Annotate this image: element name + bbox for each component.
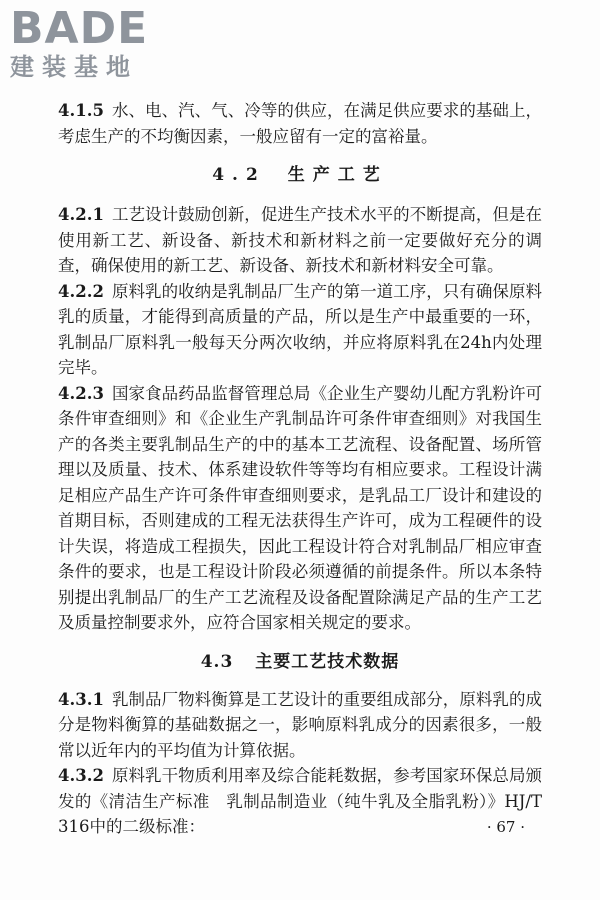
section-heading-4-2: [58, 163, 542, 188]
clause-text: 工艺设计鼓励创新，促进生产技术水平的不断提高，但是在使用新工艺、新设备、新技术和新材料之前一定要做好充分的调查，确保使用的新工艺、新设备、新技术和新材料安全可靠。: [58, 205, 542, 275]
clause-text: 乳制品厂物料衡算是工艺设计的重要组成部分，原料乳的成分是物料衡算的基础数据之一，影响原料乳成分的因素很多，一般常以近年内的平均值为计算依据。: [58, 689, 542, 760]
document-body: [58, 98, 542, 840]
page-number: · 67 ·: [486, 818, 525, 836]
clause-number: 4.3.1: [58, 689, 104, 709]
section-number: 4.3: [200, 651, 234, 672]
clause-4-2-2: [58, 279, 542, 381]
clause-number: 4.2.2: [58, 281, 104, 301]
clause-4-3-2: [58, 763, 542, 840]
logo-subtitle: 建装基地: [10, 53, 138, 81]
section-heading-4-3: [58, 650, 542, 675]
clause-number: 4.2.1: [58, 205, 104, 224]
clause-text: 原料乳干物质利用率及综合能耗数据，参考国家环保总局颁发的《清洁生产标准 乳制品制造业（纯牛乳及全脂乳粉）》HJ/T 316中的二级标准：: [58, 766, 542, 836]
clause-number: 4.2.3: [58, 383, 104, 403]
clause-number: 4.3.2: [58, 766, 104, 785]
section-title: 生产工艺: [287, 165, 388, 185]
clause-4-2-3: [58, 381, 542, 636]
clause-text: 国家食品药品监督管理总局《企业生产婴幼儿配方乳粉许可条件审查细则》和《企业生产乳制品许可条件审查细则》对我国生产的各类主要乳制品生产的中的基本工艺流程、设备配置、场所管理以及质量、技术、体系建设软件等等均有相应要求。工程设计满足相应产品生产许可条件审查细则要求，是乳品工厂设计和建设的首期目标，否则建成的工程无法获得生产许可，成为工程硬件的设计失误，将造成工程损失，因此工程设计符合对乳制品厂相应审查条件的要求，也是工程设计阶段必须遵循的前提条件。所以本条特别提出乳制品厂的生产工艺流程及设备配置除满足产品的生产工艺及质量控制要求外，应符合国家相关规定的要求。: [58, 383, 542, 632]
clause-text: 水、电、汽、气、冷等的供应，在满足供应要求的基础上，考虑生产的不均衡因素，一般应留有一定的富裕量。: [58, 101, 542, 146]
clause-4-1-5: [58, 98, 542, 149]
clause-text: 原料乳的收纳是乳制品厂生产的第一道工序，只有确保原料乳的质量，才能得到高质量的产品，所以是生产中最重要的一环，乳制品厂原料乳一般每天分两次收纳，并应将原料乳在24h内处理完毕。: [58, 281, 542, 377]
clause-4-3-1: [58, 687, 542, 764]
bade-logo: [10, 3, 180, 86]
clause-4-2-1: [58, 202, 542, 279]
section-number: 4.2: [212, 165, 266, 185]
logo-brand: BADE: [10, 3, 149, 54]
section-title: 主要工艺技术数据: [255, 651, 400, 672]
clause-number: 4.1.5: [58, 101, 104, 120]
